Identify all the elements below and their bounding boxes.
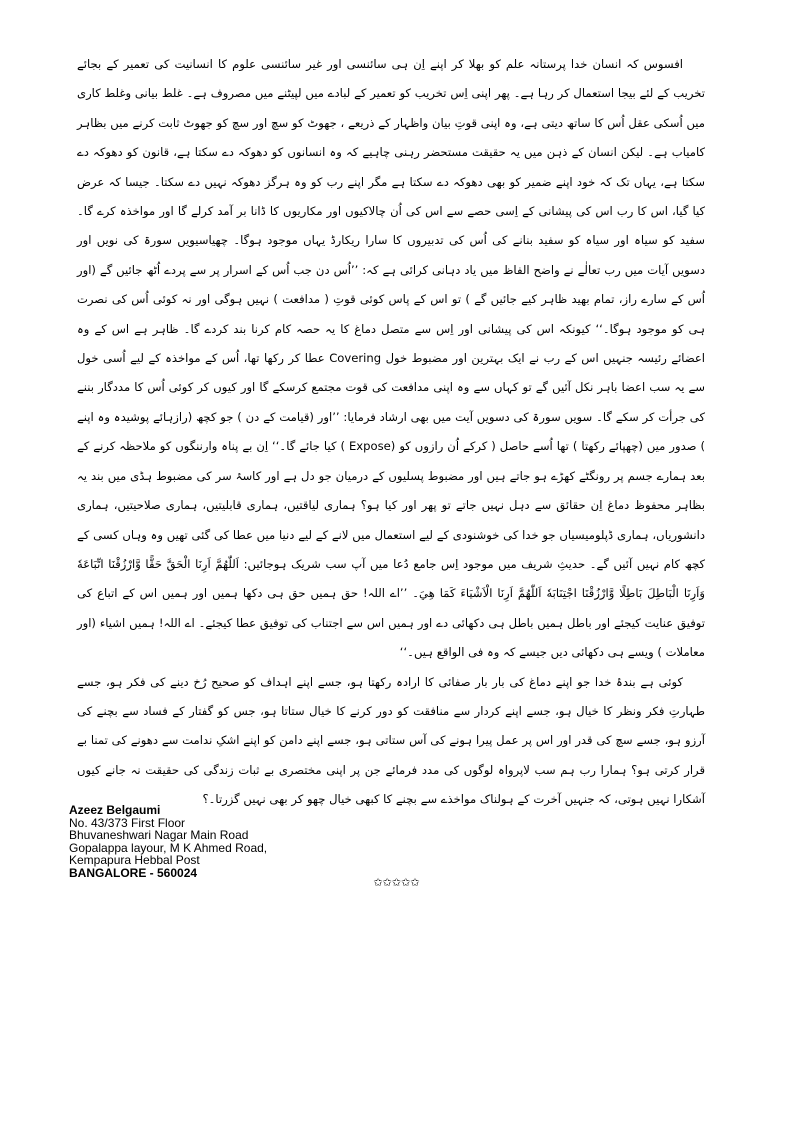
address-line-2: Bhuvaneshwari Nagar Main Road — [69, 828, 249, 843]
article-body — [77, 50, 705, 815]
end-separator-stars: ✩✩✩✩✩ — [373, 876, 420, 889]
address-line-1: No. 43/373 First Floor — [69, 815, 186, 830]
paragraph-1: افسوس کہ انسان خدا پرستانہ علم کو بھلا کر اپنے اِن ہی سائنسی اور غیر سائنسی علوم کا انسانیت کی تعمیر کے بجائے تخریب کے لئے بیجا استعمال کر رہا ہے۔ پھر اپنی اِس تخریب کو تعمیر کے لبادے میں لپیٹنے میں مصروف ہے۔ غلط بیانی وغلط کاری میں اُسکی عقل اُس کا ساتھ دیتی ہے، وہ اپنی قوتِ بیان واظہار کے ذریعے ، جھوٹ کو سچ اور سچ کو جھوٹ ثابت کرنے میں بظاہر کامیاب ہے۔ لیکن انسان کے ذہن میں یہ حقیقت مستحضر رہنی چاہیے کہ وہ انسانوں کو دھوکہ دے سکتا ہے، قانون کو دھوکہ دے سکتا ہے، یہاں تک کہ خود اپنے ضمیر کو بھی دھوکہ دے سکتا ہے مگر اپنے رب کو وہ ہرگز دھوکہ نہیں دے سکتا۔ جیسا کہ عرض کیا گیا، اس کا رب اس کی پیشانی کے اِسی حصے سے اس کی اُن چالاکیوں اور مکاریوں کا ڈانا بر آمد کرلے گا اور مواخذہ کرے گا۔ سفید کو سیاہ اور سیاہ کو سفید بنانے کی اُس کی تدبیروں کا سارا ریکارڈ یہاں موجود ہوگا۔ چھیاسیویں سورۃ کی نویں اور دسویں آیات میں رب تعالٰے نے واضح الفاظ میں یاد دہانی کرائی ہے کہ: ’’اُس دن جب اُس کے اسرار پر سے پردے اُٹھ جائیں گے (اور اُس کے سارے راز، تمام بھید ظاہر کیے جائیں گے ) تو اس کے پاس کوئی قوتِ ( مدافعت ) نہیں ہوگی اور نہ کوئی اُس کی نصرت ہی کو موجود ہوگا۔‘‘ کیونکہ اس کی پیشانی اور اِس سے متصل دماغ کا یہ حصہ کام کرنا بند کردے گا۔ ظاہر ہے اس کے وہ اعضائے رئیسہ جنہیں اس کے رب نے ایک بہترین اور مضبوط خول Covering عطا کر رکھا تھا، اُس کے مواخذہ کے لیے اُسی خول سے یہ سب اعضا باہر نکل آئیں گے تو کہاں سے وہ اپنی مدافعت کی قوت مجتمع کرسکے گا اور کیوں کر کوئی اُس کا مددگار بننے کی جرأت کر سکے گا۔ سویں سورۃ کی دسویں آیت میں بھی ارشاد فرمایا: ’’اور (قیامت کے دن ) جو کچھ (رازہائے پوشیدہ وہ اپنے ) صدور میں (چھپائے رکھتا ) تھا اُسے حاصل ( کرکے اُن رازوں کو (Expose ) کیا جائے گا۔‘‘ اِن بے پناہ وارننگوں کو ملاحظہ کرنے کے بعد ہمارے جسم پر رونگٹے کھڑے ہو جاتے ہیں اور مضبوط پسلیوں کے درمیان جو دل ہے اور کاسۂ سر کی مضبوط ہڈی میں بند یہ بظاہر محفوظ دماغ اِن حقائق سے دہل نہیں جاتے تو پھر اور کیا ہو؟ ہماری لیاقتیں، ہماری قابلیتیں، ہماری صلاحیتیں، ہماری دانشوریاں، ہماری ڈپلومیسیاں جو خدا کی خوشنودی کے لیے استعمال میں لانے کے لیے دنیا میں عطا کی گئی تھیں وہ وہاں کسی کے کچھ کام نہیں آئیں گے۔ حدیثِ شریف میں موجود اِس جامع دُعا میں آپ سب شریک ہوجائیں: اَللّٰهُمَّ اَرِنَا الْحَقَّ حَقًّا وَّارْزُقْنَا اتِّبَاعَهٗ وَاَرِنَا الْبَاطِلَ بَاطِلًا وَّارْزُقْنَا اجْتِنَابَهٗ اَللّٰهُمَّ اَرِنَا الْاَشْيَاءَ كَمَا هِيَ۔ ’’اے اللہ! حق ہمیں حق ہی دکھا ہمیں اور ہمیں اس کے اتباع کی توفیق عنایت کیجئے اور باطل ہمیں باطل ہی دکھائی دے اور ہمیں اس سے اجتناب کی توفیق عطا کیجئے۔ اے اللہ! ہمیں اشیاء (اور معاملات ) ویسے ہی دکھائی دیں جیسے کہ وہ فی الواقع ہیں۔‘‘ — [77, 57, 706, 660]
paragraph-2: کوئی ہے بندۂ خدا جو اپنے دماغ کی بار بار صفائی کا ارادہ رکھتا ہو، جسے اپنے اہداف کو صحیح رُخ دینے کی فکر ہو، جسے طہارتِ فکر ونظر کا خیال ہو، جسے اپنے کردار سے منافقت کو دور کرنے کا خیال ستاتا ہو، جس کو گفتار کے فساد سے بچنے کی آرزو ہو، جسے سچ کی قدر اور اس پر عمل پیرا ہونے کی آس ستاتی ہو، جسے اپنے دامن کو اپنے اشکِ ندامت سے دھونے کی تمنا بے قرار کرتی ہو؟ ہمارا رب ہم سب لاپرواہ لوگوں کی مدد فرمائے جن پر اپنی مختصری بے ثبات زندگی کی حقیقت نہ جانے کیوں آشکارا نہیں ہوتی، کہ جنہیں آخرت کے ہولناک مواخذے سے بچنے کا کبھی خیال چھو کر بھی نہیں گزرتا۔؟ — [77, 674, 705, 807]
author-address-block — [69, 804, 267, 880]
address-line-4: Kempapura Hebbal Post — [69, 853, 200, 868]
paragraph-1-text-a: افسوس کہ انسان خدا پرستانہ علم کو بھلا کر اپنے اِن ہی سائنسی اور غیر سائنسی علوم کا انسانیت کی تعمیر کے بجائے تخریب کے لئے بیجا استعمال کر رہا ہے۔ پھر اپنی اِس تخریب کو تعمیر کے لبادے میں لپیٹنے میں مصروف ہے۔ غلط بیانی وغلط کاری میں اُسکی عقل اُس کا ساتھ دیتی ہے، وہ اپنی قوتِ بیان واظہار کے ذریعے ، جھوٹ کو سچ اور سچ کو جھوٹ ثابت کرنے میں بظاہر کامیاب ہے۔ لیکن انسان کے ذہن میں یہ حقیقت مستحضر رہنی چاہیے کہ وہ انسانوں کو دھوکہ دے سکتا ہے، قانون کو دھوکہ دے سکتا ہے، یہاں تک کہ خود اپنے ضمیر کو بھی دھوکہ دے سکتا ہے مگر اپنے رب کو وہ ہرگز دھوکہ نہیں دے سکتا۔ جیسا کہ عرض کیا گیا، اس کا رب اس کی پیشانی کے اِسی حصے سے اس کی اُن چالاکیوں اور مکاریوں کا ڈانا بر آمد کرلے گا اور مواخذہ کرے گا۔ سفید کو سیاہ اور سیاہ کو سفید بنانے کی اُس کی تدبیروں کا سارا ریکارڈ یہاں موجود ہوگا۔ چھیاسیویں سورۃ کی نویں اور دسویں آیات میں رب تعالٰے نے واضح الفاظ میں یاد دہانی کرائی ہے کہ: ’’اُس دن جب اُس کے اسرار پر سے پردے اُٹھ جائیں گے (اور اُس کے سارے راز، تمام بھید ظاہر کیے جائیں گے ) تو اس کے پاس کوئی قوتِ ( مدافعت ) نہیں ہوگی اور نہ کوئی اُس کی نصرت ہی کو موجود ہوگا۔‘‘ کیونکہ اس کی پیشانی اور اِس سے متصل دماغ کا یہ حصہ کام کرنا بند کردے گا۔ ظاہر ہے اس کے وہ اعضائے رئیسہ جنہیں اس کے رب نے ایک بہترین اور مضبوط خول — [77, 57, 706, 366]
address-city: BANGALORE - 560024 — [69, 865, 198, 880]
arabic-dua: اَللّٰهُمَّ اَرِنَا الْحَقَّ حَقًّا وَّارْزُقْنَا اتِّبَاعَهٗ وَاَرِنَا الْبَاطِلَ بَاطِلًا وَّارْزُقْنَا اجْتِنَابَهٗ اَللّٰهُمَّ اَرِنَا الْاَشْيَاءَ كَمَا هِيَ — [77, 556, 705, 601]
paragraph-1-text-b: عطا کر رکھا تھا، اُس کے مواخذہ کے لیے اُسی خول سے یہ سب اعضا باہر نکل آئیں گے تو کہاں سے وہ اپنی مدافعت کی قوت مجتمع کرسکے گا اور کیوں کر کوئی اُس کا مددگار بننے کی جرأت کر سکے گا۔ سویں سورۃ کی دسویں آیت میں بھی ارشاد فرمایا: ’’اور (قیامت کے دن ) جو کچھ (رازہائے پوشیدہ وہ اپنے ) صدور میں (چھپائے رکھتا ) تھا اُسے حاصل ( کرکے اُن رازوں کو — [77, 351, 706, 454]
paragraph-1-text-c: ) کیا جائے گا۔‘‘ اِن بے پناہ وارننگوں کو ملاحظہ کرنے کے بعد ہمارے جسم پر رونگٹے کھڑے ہو جاتے ہیں اور مضبوط پسلیوں کے درمیان جو دل ہے اور کاسۂ سر کی مضبوط ہڈی میں بند یہ بظاہر محفوظ دماغ اِن حقائق سے دہل نہیں جاتے تو پھر اور کیا ہو؟ ہماری لیاقتیں، ہماری قابلیتیں، ہماری صلاحیتیں، ہماری دانشوریاں، ہماری ڈپلومیسیاں جو خدا کی خوشنودی کے لیے استعمال میں لانے کے لیے دنیا میں عطا کی گئی تھیں وہ وہاں کسی کے کچھ کام نہیں آئیں گے۔ حدیثِ شریف میں موجود اِس جامع دُعا میں آپ سب شریک ہوجائیں: — [77, 439, 705, 571]
english-word-covering: Covering — [329, 351, 382, 366]
address-line-3: Gopalappa layour, M K Ahmed Road, — [69, 840, 268, 855]
dua-translation: ۔ ’’اے اللہ! حق ہمیں حق ہی دکھا ہمیں اور ہمیں اس کے اتباع کی توفیق عنایت کیجئے اور باطل ہمیں باطل ہی دکھائی دے اور ہمیں اس سے اجتناب کی توفیق عطا کیجئے۔ اے اللہ! ہمیں اشیاء (اور معاملات ) ویسے ہی دکھائی دیں جیسے کہ وہ فی الواقع ہیں۔‘‘ — [77, 586, 705, 660]
english-word-expose: Expose — [348, 439, 391, 454]
author-name: Azeez Belgaumi — [69, 803, 161, 817]
